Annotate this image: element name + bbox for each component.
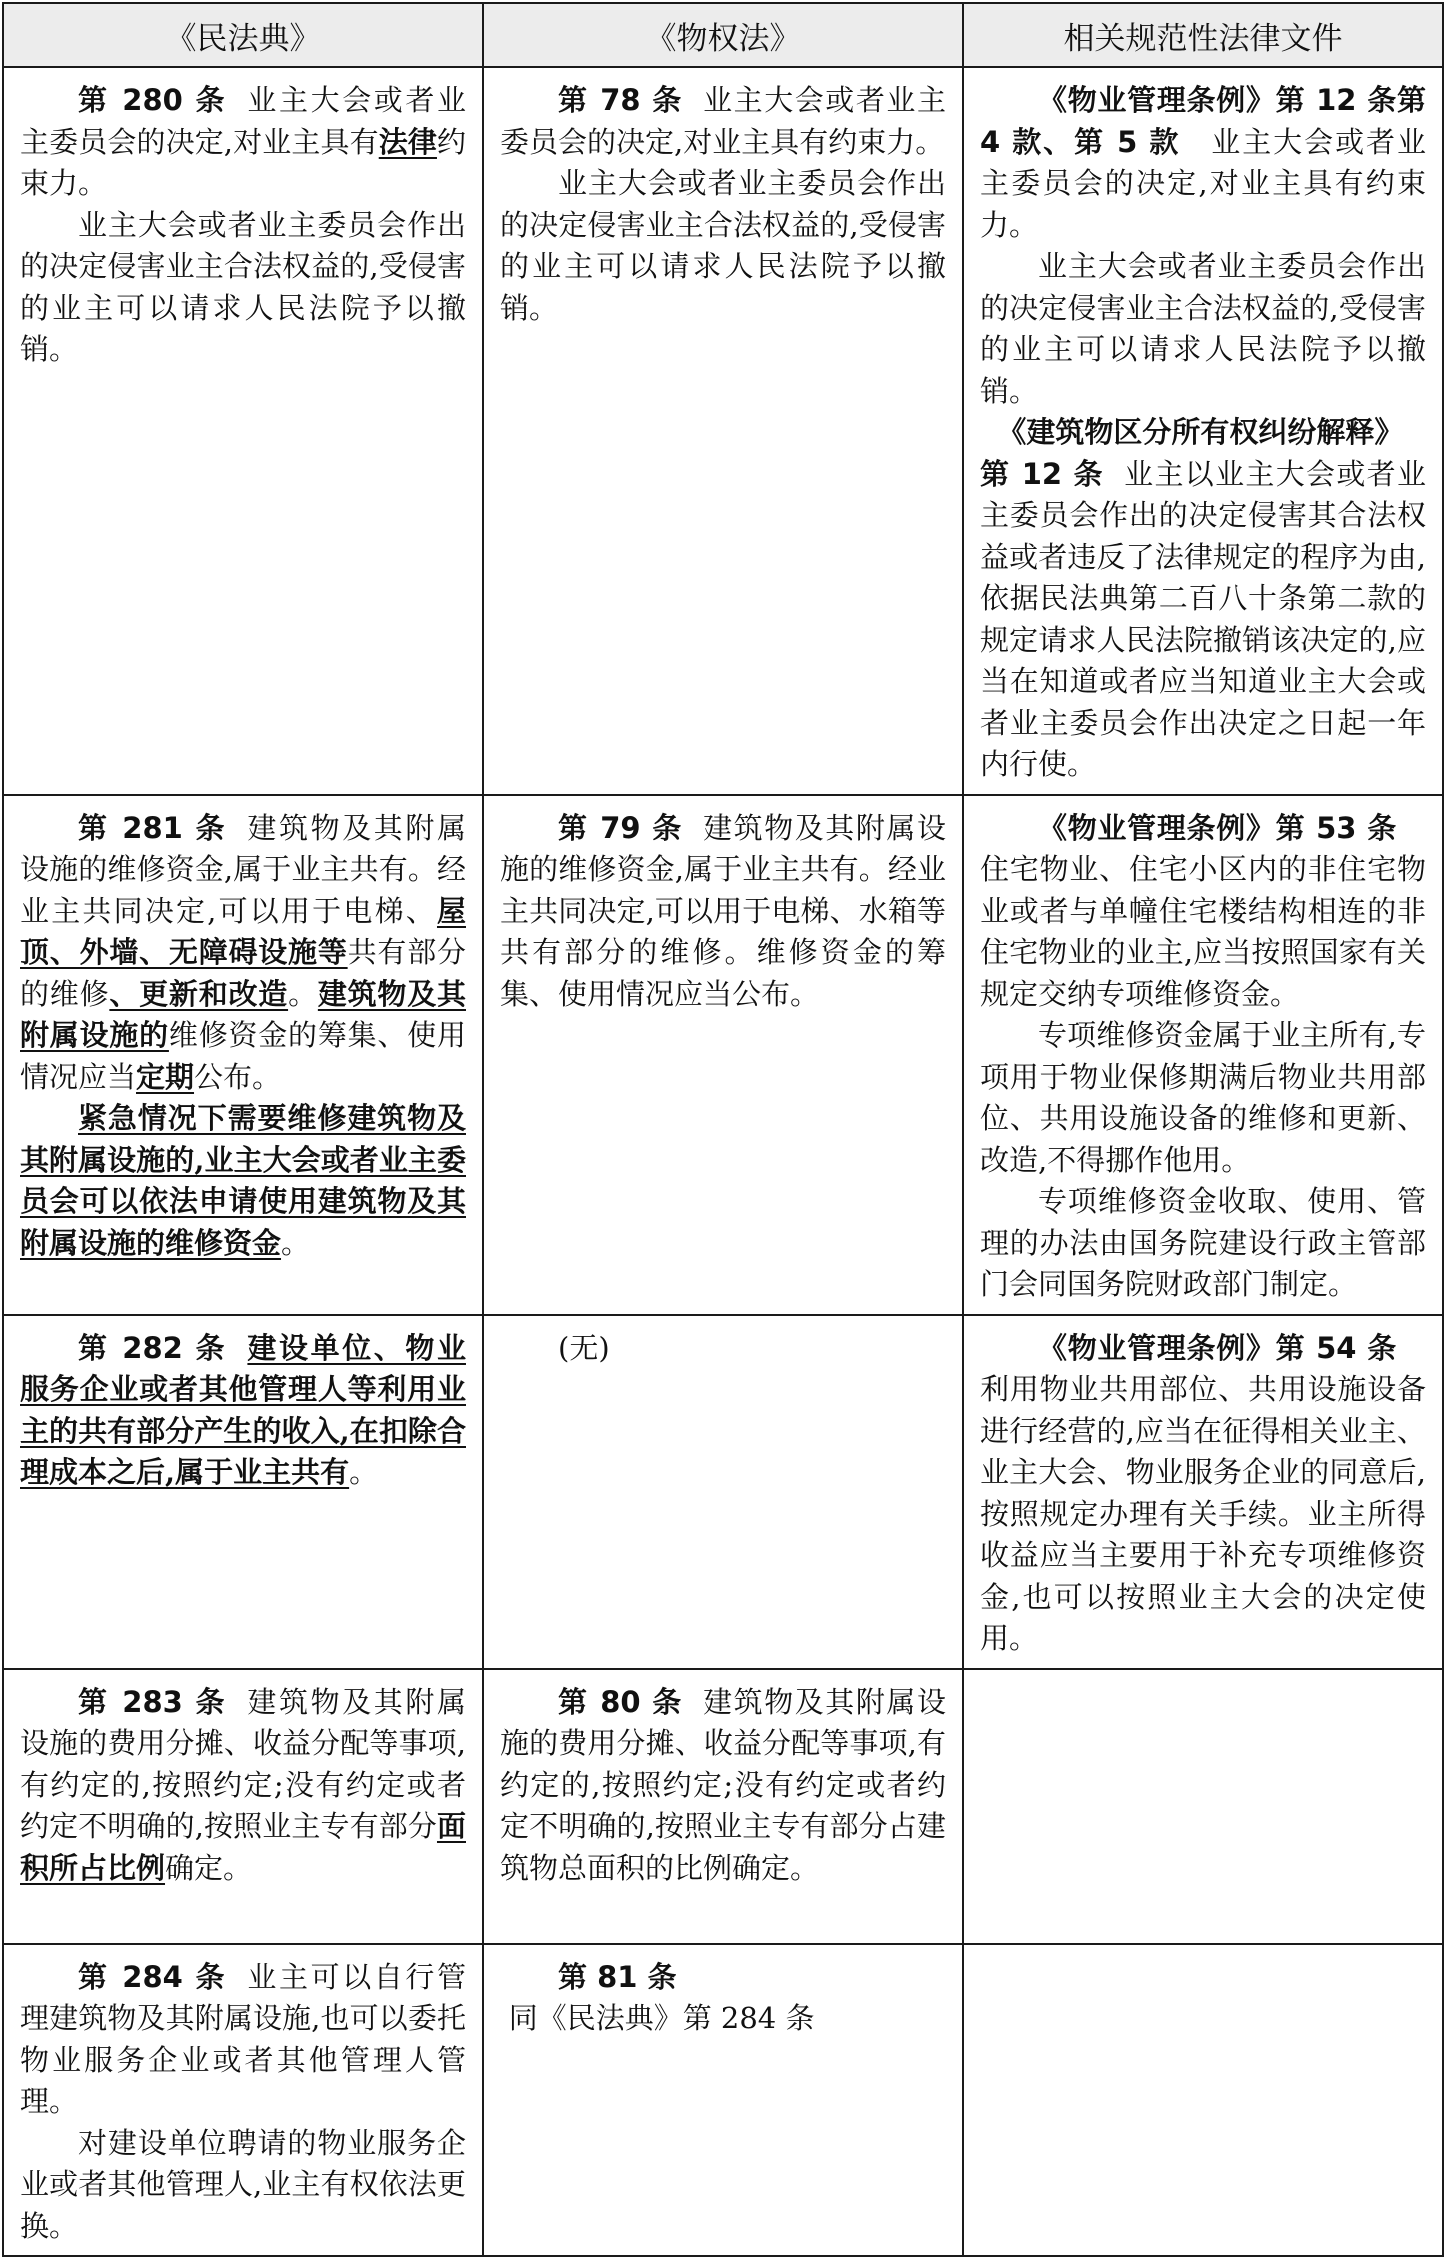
source-citation: 《物业管理条例》第 53 条 — [1038, 810, 1397, 845]
article-paragraph — [500, 1957, 946, 1999]
emphasized-text: 建设单位、物业服务企业或者其他管理人等利用业主的共有部分产生的收入,在扣除合理成本之后,属于业主共有 — [20, 1330, 466, 1489]
table-header-row — [3, 3, 1443, 67]
related-documents-cell — [963, 795, 1443, 1315]
article-paragraph: 第 281 条 建筑物及其附属设施的维修资金,属于业主共有。经业主共同决定,可以用于电梯、屋顶、外墙、无障碍设施等共有部分的维修、更新和改造。建筑物及其附属设施的维修资金的筹集、使用情况应当定期公布。 — [20, 810, 466, 1094]
header-related-documents: 相关规范性法律文件 — [963, 3, 1443, 67]
emphasized-text: 法律 — [378, 124, 437, 159]
civil-code-cell — [3, 1944, 483, 2257]
emphasized-text: 面积所占比例 — [20, 1809, 466, 1885]
emphasized-text: 紧急情况下需要维修建筑物及其附属设施的,业主大会或者业主委员会可以依法申请使用建筑物及其附属设施的维修资金 — [20, 1101, 466, 1260]
article-number: 第 281 条 — [78, 810, 228, 845]
article-paragraph: 第 283 条 建筑物及其附属设施的费用分摊、收益分配等事项,有约定的,按照约定;没有约定或者约定不明确的,按照业主专有部分面积所占比例确定。 — [20, 1684, 466, 1885]
emphasized-text: 、更新和改造 — [109, 976, 289, 1011]
article-paragraph: 对建设单位聘请的物业服务企业或者其他管理人,业主有权依法更换。 — [20, 2125, 466, 2243]
article-number: 第 79 条 — [558, 810, 683, 845]
table-row — [3, 1669, 1443, 1944]
emphasized-text: 屋顶、外墙、无障碍设施等 — [20, 893, 466, 969]
law-comparison-table — [2, 2, 1444, 2257]
table-row — [3, 67, 1443, 795]
emphasized-text: 建筑物及其附属设施的 — [20, 976, 466, 1052]
source-citation: 《建筑物区分所有权纠纷解释》 — [997, 415, 1404, 449]
property-law-cell — [483, 1669, 963, 1944]
header-property-law: 《物权法》 — [483, 3, 963, 67]
article-number: 第 282 条 — [78, 1330, 228, 1365]
article-number: 第 283 条 — [78, 1684, 228, 1719]
article-paragraph: 第 78 条 业主大会或者业主委员会的决定,对业主具有约束力。 — [500, 83, 946, 159]
article-number: 第 280 条 — [78, 83, 228, 117]
article-paragraph: 《物业管理条例》第 53 条 住宅物业、住宅小区内的非住宅物业或者与单幢住宅楼结构相连的非住宅物业的业主,应当按照国家有关规定交纳专项维修资金。 — [980, 810, 1426, 1011]
table-row — [3, 1944, 1443, 2257]
property-law-cell — [483, 1944, 963, 2257]
article-number: 第 78 条 — [558, 83, 683, 117]
table-row — [3, 1315, 1443, 1669]
property-law-cell — [483, 1315, 963, 1669]
related-documents-cell — [963, 1944, 1443, 2257]
article-paragraph: 同《民法典》第 284 条 — [508, 2001, 815, 2035]
article-paragraph: 《物业管理条例》第 12 条第 4 款、第 5 款 业主大会或者业主委员会的决定,对业主具有约束力。 — [980, 83, 1426, 242]
related-documents-cell — [963, 1315, 1443, 1669]
article-paragraph: 专项维修资金属于业主所有,专项用于物业保修期满后物业共用部位、共用设施设备的维修和更新、改造,不得挪作他用。 — [980, 1018, 1426, 1177]
civil-code-cell — [3, 1315, 483, 1669]
article-paragraph: 紧急情况下需要维修建筑物及其附属设施的,业主大会或者业主委员会可以依法申请使用建筑物及其附属设施的维修资金。 — [20, 1101, 466, 1260]
civil-code-cell — [3, 795, 483, 1315]
article-number: 第 284 条 — [78, 1959, 228, 1994]
property-law-cell — [483, 795, 963, 1315]
related-documents-cell — [963, 1669, 1443, 1944]
civil-code-cell — [3, 1669, 483, 1944]
table-row — [3, 795, 1443, 1315]
none-placeholder: (无) — [558, 1330, 610, 1365]
header-civil-code: 《民法典》 — [3, 3, 483, 67]
civil-code-cell — [3, 67, 483, 795]
emphasized-text: 定期 — [136, 1059, 195, 1094]
source-citation: 《物业管理条例》第 12 条第 4 款、第 5 款 — [980, 83, 1426, 159]
source-citation: 《物业管理条例》第 54 条 — [1038, 1330, 1397, 1365]
article-paragraph: 专项维修资金收取、使用、管理的办法由国务院建设行政主管部门会同国务院财政部门制定。 — [980, 1184, 1426, 1301]
article-number: 第 81 条 — [558, 1959, 677, 1994]
article-paragraph: 业主大会或者业主委员会作出的决定侵害业主合法权益的,受侵害的业主可以请求人民法院予以撤销。 — [980, 249, 1426, 408]
article-paragraph: 业主大会或者业主委员会作出的决定侵害业主合法权益的,受侵害的业主可以请求人民法院予以撤销。 — [20, 207, 466, 366]
property-law-cell — [483, 67, 963, 795]
related-documents-cell — [963, 67, 1443, 795]
article-number: 第 12 条 — [980, 456, 1104, 491]
article-paragraph: 业主大会或者业主委员会作出的决定侵害业主合法权益的,受侵害的业主可以请求人民法院予以撤销。 — [500, 166, 946, 325]
article-paragraph: 第 284 条 业主可以自行管理建筑物及其附属设施,也可以委托物业服务企业或者其他管理人管理。 — [20, 1959, 466, 2118]
article-number: 第 80 条 — [558, 1684, 683, 1719]
article-paragraph: 第 12 条 业主以业主大会或者业主委员会作出的决定侵害其合法权益或者违反了法律规定的程序为由,依据民法典第二百八十条第二款的规定请求人民法院撤销该决定的,应当在知道或者应当知道业主大会或者业主委员会作出决定之日起一年内行使。 — [980, 456, 1426, 781]
article-paragraph: 第 282 条 建设单位、物业服务企业或者其他管理人等利用业主的共有部分产生的收入,在扣除合理成本之后,属于业主共有。 — [20, 1330, 466, 1489]
article-paragraph: 《物业管理条例》第 54 条 利用物业共用部位、共用设施设备进行经营的,应当在征得相关业主、业主大会、物业服务企业的同意后,按照规定办理有关手续。业主所得收益应当主要用于补充专项维修资金,也可以按照业主大会的决定使用。 — [980, 1330, 1426, 1655]
article-paragraph: 第 79 条 建筑物及其附属设施的维修资金,属于业主共有。经业主共同决定,可以用于电梯、水箱等共有部分的维修。维修资金的筹集、使用情况应当公布。 — [500, 810, 946, 1011]
article-paragraph: 第 280 条 业主大会或者业主委员会的决定,对业主具有法律约束力。 — [20, 83, 466, 200]
article-paragraph: 第 80 条 建筑物及其附属设施的费用分摊、收益分配等事项,有约定的,按照约定;没有约定或者约定不明确的,按照业主专有部分占建筑物总面积的比例确定。 — [500, 1684, 946, 1885]
